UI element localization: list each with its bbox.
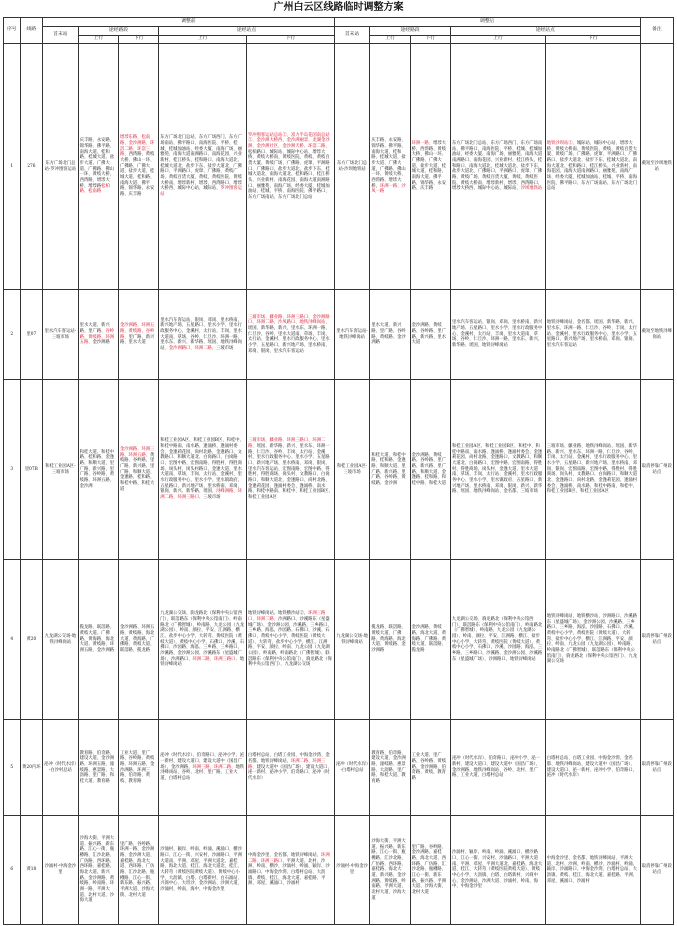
cell-text: 九龙湖公交场、驹龙路北（保利中央公馆西门）、联滘路东（保利中央公馆南门）、岭南路北（广佛智城）、岭南路、九龙公园（九龙湖公园）、岭南、颜拉、平安、江洲路、横江、盐步中心小学、大转弯、黄岐医院（黄岐大道）、黄岐中心小学、石佛口、沙溪、沙园路、海泓、三乡路、三乡路口、沙溪路、金沙洲公园、沙溪路东（星盛城广场）、沙洲路口、地铁浔峰岗站: [451, 616, 543, 662]
cell-text: 里水大道、新兴路、里广路、: [79, 323, 110, 334]
row-number-cell: 3: [4, 380, 21, 560]
header-after-stop-up: 上行: [450, 35, 545, 44]
adjusted-text: 松柏路、松南路: [79, 183, 110, 195]
cell-text: 地铁浔峰岗站、地铁横沙站、沙洲路口、沙溪路东（星盛城广场）、金沙洲公园、沙溪路、三乡路口、三乡路、海泓、沙园路、石佛口、沙溪、黄岐中心小学、黄岐医院（黄岐大道）、大转弯、盐步中心小学、横江、江洲路、平安、颜拉、岭南、九龙公园（九龙湖公园）、岭南路、岭南路北（广佛智城）、联滘路东（保利中央公馆南门）、驹龙路北（保利中央公馆西门）、九龙湖公交场: [546, 614, 638, 665]
cell-text: 松柏路口、城际站、城际中心站、增埗大桥、黄岐大桥南、黄岐医院、黄岐、黄岐百货大厦、黄岐广场、广佛路、虎窜、平洲路口、广佛路口、盐步大道北、盐步下东、桂城大道北、南海大道北、桂和路口、桂江桥头、兴业新村、南海花园、南海大道南洲路口、丽雅苑、南海广场、经委大厦、桂城加油站、桂城、平桥、南海医院、佛平路口、东方广场南站、东方广场北门总站: [247, 149, 330, 200]
adjusted-text: 环洲二路、环洲三路、: [247, 759, 326, 770]
cell-text: 东方广场北门总站、东方广场西门、东方广场南站、佛平路口、南海医院、平桥、桂城、桂城加油站、经委大厦、南海广场、丽雅苑、南海大道南洲路口、南海花园、兴业新村、桂江桥头、桂和路口、南海大道北、桂城大道北、盐步下东、盐步大道北、广佛路口、平洲路口、虎窜、广佛路、黄岐广场、黄岐百货大厦、黄岐、黄岐医院、黄岐大桥南、增埗新村、增埗、西湾路口、增埗大桥西、城际中心站、城际站、: [160, 135, 242, 192]
after-route-up-cell: [370, 44, 410, 290]
cell-text: 里广路、新兴路、里水大道: [119, 334, 155, 346]
cell-text: 三坡市场、藤业路、地铁浔峰岗站、瑶国、新华路、新兴、里水东、环洲一路、仁旦沙、谷岭、丰岗、太行站、金溪村、里水行政服务中心、里水小学、五星路口、新兴地产场、里水桥南、邓岗、银岗、宏图南路、宏图中路、得胜村、得胜商场、岗头村、文教路口、白岗路口、和顺大道北、金逢路口、尚村北路、金逢莉花园、逢涌村委会、逢涌桥、南水路、和桂中路南、和桂中、和桂工业园B区、和桂工业园A区: [546, 444, 638, 495]
after-terminal-cell: 东方广场北门总站-沙坝地铁站: [334, 44, 370, 290]
adjusted-text: 罗冲围客运站总站②、富力半岛花园南总站②、: [247, 132, 330, 144]
cell-text: 里水汽车客运站、银岗、邓岗、里水桥南、新兴地产场、五星路口、里水小学、里水行政服务中心、金溪村、太行站、丰岗、里水大道南、草场、谷岭、仁旦沙、环洲一路、里水东、新兴、新华路、瑶国、地铁浔峰岗站、: [160, 317, 242, 351]
before-stops-up-cell: [159, 290, 247, 380]
cell-text: 沙洲路口、沙溪路东（星盛城广场）、金沙洲公园、沙溪路、三乡路口、三乡路、海泓、沙园路、石佛口、沙溪、石佛口、黄岐中心小学、黄岐医院（黄岐大道）、大转弯、盐步中心小学、横江、江洲路、平安、颜拉、岭南、九龙公园（九龙湖公园）、岭南路、岭南路北（广佛智城）、联滘路东（保利中央公馆南门）、驹龙路北（保利中央公馆西门）、九龙湖公交场: [247, 616, 332, 668]
cell-text: 地铁浔峰岗站、谷岭、北村、里广路、工业大道、白塔村总站: [160, 764, 245, 782]
adjusted-text: 浔峰洲路、环洲二路、环洲三路口、: [160, 489, 242, 501]
header-before-stop-down: 下行: [246, 35, 334, 44]
before-terminal-cell: 和桂工业园A区-三坡市场: [43, 380, 79, 560]
before-stops-down-cell: [246, 290, 334, 380]
cell-text: 和桂大道、和桂中路、桂和路、金逢路、和顺大道、里广路、新兴路、里广路、谷岭路、黄岐路、金沙洲: [371, 452, 406, 486]
cell-text: 金沙洲: [79, 483, 93, 489]
cell-text: 中海金沙里、金名都、地铁浔峰岗站、: [247, 853, 322, 859]
remark-cell: 截短至沙坝地铁站: [640, 44, 673, 290]
cell-text: 和桂工业园A区、和桂工业园B区、和桂中、和桂中路南、南水路、逢涌桥、逢涌村委会、金逢莉花园、尚村北路、金逢路口、文教路口、和顺大道北、白岗路口、宏图中路、宏图南路、得胜村、得胜商场、岗头村、金逢大道、里水大道南、草场、丰岗、太行站、金溪村、里水行政服务中心、里水小学、里水镇政府、五星路口、新兴地产场、里水桥南、邓岗、银岗、新兴、新华路、瑶国、地铁浔峰岗站、金名都、三坡市场: [451, 444, 543, 495]
after-stops-up-cell: [450, 560, 545, 720]
adjusted-text: 环洲三路口、环洲二路、: [247, 611, 326, 622]
adjusted-text: 环洲三路、环洲二路、: [192, 764, 236, 770]
before-terminal-cell: 九龙湖公交场-地铁浔峰岗站: [43, 560, 79, 720]
adjusted-text: 谷岭路、黄岐路、环洲五路、: [79, 328, 115, 346]
cell-text: 东方广场北门总站、东方广场西门、东方广场南站、佛平路口、南海医院、平桥、桂城、桂城加油站、经委大厦、南海广场、丽雅苑、南海大道南洲路口、南海花园、兴业新村、桂江桥头、桂和路口、南海大道北、桂城大道北、盐步下东、盐步大道北、广佛路口、平洲路口、虎窜、广佛路、黄岐广场、黄岐百货大厦、黄岐、黄岐医院、黄岐大桥南、增埗新村、增埗、西湾路口、增埗大桥西、城际中心站、城际站、: [451, 141, 543, 192]
remark-cell: 取消停靠广州段站点: [640, 380, 673, 560]
before-route-down-cell: [118, 720, 158, 816]
cell-text: 庆丰路、永安路、锦华路、佛平路、南海大道、桂和路、桂城大道、盐步大道、广佛大道、广佛路、佛山一环、黄岐大桥、西湾路、增埗大桥、增埗路: [79, 138, 115, 189]
before-route-up-cell: [78, 290, 118, 380]
after-route-up-cell: [370, 290, 410, 380]
adjusted-text: 环洲一路、沙凤一路: [371, 183, 406, 195]
line-name-cell: 里07: [20, 290, 43, 380]
after-stops-down-cell: [545, 380, 640, 560]
cell-text: 金沙洲路: [92, 340, 110, 346]
remark-cell: 取消停靠广州段站点: [640, 816, 673, 925]
after-terminal-cell: 泌冲（时代水岸）-白塔村总站: [334, 720, 370, 816]
after-stops-up-cell: [450, 380, 545, 560]
adjusted-text: 金沙洲路、环洲三路、环洲五路、: [119, 446, 155, 458]
cell-text: 庆丰路、永安路、锦华路、佛平路、南海大道、桂和路、桂城大道、盐步大道、广佛大道、广佛路、佛山一环、黄岐大桥、西湾路、增埗大桥、: [371, 138, 406, 189]
before-route-down-cell: [118, 380, 158, 560]
cell-text: 揽龙路、联滘路、黄岐大道、广佛路、黄海路、海北大道、黄岐路、环洲五路、金沙洲路: [79, 625, 115, 654]
before-stops-up-cell: [159, 560, 247, 720]
cell-text: 工业大道、里广路、谷岭路、黄岐路、金沙洲路、伯奇路、黄岐、教育路: [411, 753, 447, 782]
cell-text: 教育路、伯奇路、建设大道、金沙洲路、潼岐路、惠景路、大沥路、里广路、和桂大道、教育路: [371, 750, 406, 784]
cell-text: 沙涌村、颖岸、岭南、岭涌、溪涌口、横沙路口、江心一街、兴安村、沙涌路口、平洲大道南、平洲、邓屋、平洲大道北、嘉桂路、海北大道、桂江、大转弯（黄岐医院黄岐大道）、黄岐中心小学、大沥镇、白塔、白塔新村、兴商中心、金沙洲站、沙洲大道、沙涌村、岭南、海中、中海金沙里: [451, 850, 543, 890]
header-before-route-seg: 途经路段: [78, 27, 159, 36]
cell-text: 建设大道中（国昌广场）、建设大道口、泌一新村、泌冲小学、伯奇路口、泌冲（时代水岸）: [247, 764, 332, 782]
cell-text: 和桂大道、和桂中路、桂和路、金逢路、和顺大道、里广路、新兴路、里广路、谷岭路、黄岐路、环洲五路、: [79, 449, 115, 484]
cell-text: 金沙洲路、黄岐路、谷岭路、里广路、新兴路、里广路、和顺大道、金逢路、桂和路、和桂中路、和桂大道: [411, 452, 447, 486]
cell-text: 西湾路、黄岐大桥、佛山一环、广佛路、广佛大道、盐步大道、桂城大道、桂和路、南海大道、佛平路、锦华路、永安路、庆丰路: [119, 152, 155, 198]
table-row: [4, 816, 674, 925]
table-row: [4, 44, 674, 290]
after-stops-up-cell: [450, 290, 545, 380]
before-route-down-cell: [118, 290, 158, 380]
after-stops-down-cell: [545, 44, 640, 290]
header-after-seg-down: 下行: [410, 35, 450, 44]
line-name-cell: 276: [20, 44, 43, 290]
cell-text: 地铁浔峰岗站: [160, 656, 245, 668]
after-terminal-cell: 沙涌村-中海金沙里: [334, 816, 370, 925]
cell-text: 三坡市场: [203, 495, 221, 501]
page-title: 广州白云区线路临时调整方案: [273, 2, 404, 13]
before-route-down-cell: [118, 560, 158, 720]
table-body: [4, 44, 674, 925]
before-stops-down-cell: [246, 44, 334, 290]
cell-text: 金沙洲路、黄岐路、海北大道、黄海路、广佛路、黄岐大道、联滘路、揽龙路: [411, 625, 447, 654]
cell-text: 白塔村总站、白塔工业园、中海金沙湾、金名都、地铁浔峰岗站、: [247, 753, 330, 765]
cell-text: 工业大道、里广路、谷岭路、黄岐路、环洲五路、金沙洲路、环洲三路、伯奇路、黄岐、教育路: [119, 750, 155, 784]
before-stops-down-cell: [246, 720, 334, 816]
before-terminal-cell: 里水汽车客运站-三坡市场: [43, 290, 79, 380]
after-terminal-cell: 里水汽车客运站-地铁浔峰岗站: [334, 290, 370, 380]
adjusted-text: 环洲二路、环洲三路口、: [192, 656, 240, 662]
after-route-down-cell: [410, 290, 450, 380]
header-before-stop-up: 上行: [159, 35, 247, 44]
header-after-stops: 途经站点: [450, 27, 640, 36]
cell-text: 平洲大道、北村、沙洲、岭南、横沙、沙涌村、岭涌、颖岸、沙涌路口、中海金沙湾、白塔村总站、大沥镇、黄岐、桂江、海北大道、嘉桂路、平洲、邓屋、溪涌口、沙涌村: [247, 858, 330, 887]
cell-text: 地铁浔峰岗站、地铁横沙站②、: [247, 611, 309, 617]
adjusted-text: 罗冲围客运站: [160, 186, 242, 198]
header-before-terminal: 首末站: [43, 27, 79, 44]
after-route-down-cell: [410, 560, 450, 720]
header-before-seg-down: 下行: [118, 35, 158, 44]
adjusted-text: 地铁沙坝站②、: [546, 141, 577, 146]
after-stops-down-cell: [545, 720, 640, 816]
before-stops-up-cell: [159, 380, 247, 560]
after-route-up-cell: [370, 816, 410, 925]
line-name-cell: 里07B: [20, 380, 43, 560]
header-before-stops: 途经站点: [159, 27, 335, 36]
adjusted-text: 环洲二路、环洲三路口、: [247, 853, 330, 864]
before-stops-up-cell: [159, 44, 247, 290]
adjusted-text: 金沙洲路、环洲五路、黄岐路、谷岭路、: [119, 323, 155, 340]
before-terminal-cell: 东方广场北门总站-罗冲围客运站: [43, 44, 79, 290]
row-number-cell: 1: [4, 44, 21, 290]
cell-text: 城际站、城际中心站、增埗大桥、黄岐大桥南、黄岐医院、黄岐、黄岐百货大厦、黄岐广场、广佛路、虎窜、平洲路口、广佛路口、盐步大道北、盐步下东、桂城大道北、南海大道北、桂和路口、桂江桥头、兴业新村、南海花园、南海大道南洲路口、丽雅苑、南海广场、经委大厦、桂城加油站、桂城、平桥、南海医院、佛平路口、东方广场南站、东方广场北门总站: [546, 141, 638, 192]
before-terminal-cell: 泌冲（时代水岸）-白沙村总站: [43, 720, 79, 816]
cell-text: 地铁浔峰岗站、金名都、瑶国、新华路、新兴、里水东、环洲一路、仁旦沙、谷岭、丰岗、太行站、金溪村、里水行政服务中心、里水小学、五星路口、新兴地产场、里水桥南、邓岗、银岗、里水汽车客运站: [546, 320, 638, 349]
cell-text: 泌冲（时代水岸）、伯奇路口、泌冲小学、泌一新村、建设大道口、建设大道中（国昌广场）、金沙洲路、: [160, 753, 245, 770]
header-after: 调整后: [334, 18, 640, 27]
after-route-down-cell: [410, 720, 450, 816]
header-after-stop-down: 下行: [545, 35, 640, 44]
header-line: 线路: [20, 18, 43, 44]
table-row: [4, 720, 674, 816]
cell-text: 泌冲（时代水岸）、伯奇路口、泌冲小学、泌一新村、建设大道口、建设大道中（国昌广场）、金沙洲路、地铁浔峰岗站、谷岭、北村、里广路、工业大道、白塔村总站: [451, 756, 541, 779]
cell-text: 瑶国、新华路、新兴、里水东、环洲一路、仁旦沙、谷岭、里水大道南、草场、丰岗、太行站、金溪村、里水行政服务中心、里水小学、五星路口、新兴地产场、里水桥南、邓岗、银岗、里水汽车客运站: [247, 326, 330, 354]
before-route-up-cell: [78, 816, 118, 925]
header-remark: 备注: [640, 18, 673, 44]
row-number-cell: 4: [4, 560, 21, 720]
adjusted-text: 沙坝地铁站: [520, 186, 543, 192]
before-terminal-cell: 沙涌村-中海金沙里: [43, 816, 79, 925]
after-stops-up-cell: [450, 44, 545, 290]
after-route-down-cell: [410, 380, 450, 560]
adjusted-text: 金沙洲大桥西、金沙洲丽景、龙湖金沙洲、金沙洲社区、金沙洲天桥、环滘二路、: [247, 138, 330, 149]
table-row: [4, 380, 674, 560]
after-route-up-cell: [370, 560, 410, 720]
cell-text: 揽龙路、联滘路、黄岐大道、广佛路、黄海路、海北大道、黄岐路、金沙洲路: [371, 625, 406, 654]
before-stops-down-cell: [246, 560, 334, 720]
adjusted-text: 增埗东路、松南路、: [119, 135, 151, 146]
remark-cell: 取消停靠广州段站点: [640, 720, 673, 816]
row-number-cell: 6: [4, 816, 21, 925]
adjusted-text: 三坡市场、藤业路、环洲三路口、: [247, 314, 313, 320]
cell-text: 里水大道、新兴路、里广路、谷岭路、黄岐路、金沙洲路: [371, 323, 406, 346]
cell-text: 沙海大街、平洲大道、振兴路、新东路、江心一街、瓶樽路、汇沙北路、广仿路、西环路、嘉桂路、海北大道、新兴路、金沙洲路、黄岐路、岭南路、平洲大道、北村大道、沙海大道: [371, 838, 406, 901]
after-stops-down-cell: [545, 290, 640, 380]
cell-text: 里广路、谷岭路、环洲一路、金沙洲路、金沙洲大道、嘉桂路、海北大道、西环路、广仿路、汇沙北路、瓶樽路、江心一街、新东路、振兴路、平洲大道、沙海大街、北村大道: [119, 841, 155, 898]
after-route-up-cell: [370, 380, 410, 560]
cell-text: 里水汽车客运站、银岗、邓岗、里水桥南、新兴地产场、五星路口、里水小学、里水行政服务中心、金溪村、太行站、丰岗、里水大道南、草场、谷岭、仁旦沙、环洲一路、里水东、新兴、新华路、瑶国、地铁浔峰岗站: [451, 320, 543, 349]
after-route-down-cell: [410, 816, 450, 925]
before-route-up-cell: [78, 380, 118, 560]
cell-text: 瑶国、新华路、新兴、里水东、环洲一路、仁旦沙、谷岭、丰岗、太行站、金溪村、里水行政服务中心、里水小学、五星路口、新兴地产场、里水桥南、邓岗、银岗、里水汽车客运站、宏图南路、宏图中路、得胜村、得胜商场、岗头村、文教路口、白岗路口、和顺大道北、金逢路口、尚村北路、金逢莉花园、逢涌村委会、逢涌桥、南水路、和桂中路南、和桂中、和桂工业园B区、和桂工业园A区: [247, 444, 333, 501]
cell-text: 沙涌村、颖岸、岭南、岭涌、溪涌口、横沙路口、江心一街、兴安村、沙涌路口、平洲大道南、平洲、邓屋、平洲大道北、嘉桂路、海北大道、桂江、海北大道北、桂江、大转弯（黄岐医院黄岐大道）、黄岐中心小学、大沥镇、白塔、白塔新村、白石涌站、兴商中心、大坦沙、金沙洲站、沙洲大道、沙涌村、岭南、海中、中海金沙里: [160, 847, 242, 893]
before-route-up-cell: [78, 44, 118, 290]
adjusted-text: 金沙洲路、环滘二路、环滘三路、: [119, 141, 155, 158]
header-after-seg-up: 上行: [370, 35, 410, 44]
table-row: [4, 290, 674, 380]
adjusted-text: 金沙洲路口、环洲二路、沙凤路口、地铁浔峰岗站、: [247, 314, 330, 326]
before-route-up-cell: [78, 560, 118, 720]
after-stops-down-cell: [545, 816, 640, 925]
before-route-down-cell: [118, 816, 158, 925]
cell-text: 金沙洲路、黄岐路、谷岭路、里广路、新兴路、里水大道: [411, 323, 447, 346]
cell-text: 黄岐路、谷岭路、里广路、新兴路、里广路、和顺大道、金逢路、桂和路、和桂中路、和桂大道: [119, 452, 155, 492]
line-name-cell: 黄20内环: [20, 720, 43, 816]
after-stops-down-cell: [545, 560, 640, 720]
before-stops-down-cell: [246, 816, 334, 925]
row-number-cell: 2: [4, 290, 21, 380]
cell-text: 和桂工业园A区、和桂工业园B区、和桂中、和桂中路南、南水路、逢涌桥、逢涌村委会、金逢莉花园、尚村北路、金逢路口、文教路口、和顺大道北、白岗路口、白岗路口、宏图中路、宏图南路、得胜村、得胜商场、岗头村、岗头村路口、金逢大道、里水大道南、草场、丰岗、太行站、金溪村、里水行政服务中心、里水小学、里水镇政府、五星路口、新兴地产场、里水桥南、邓岗、银岗、新兴、新华路、瑶国、: [160, 438, 244, 495]
before-stops-down-cell: [246, 380, 334, 560]
after-route-down-cell: [410, 44, 450, 290]
remark-cell: 截短至地铁浔峰岗站: [640, 290, 673, 380]
after-terminal-cell: 和桂工业园A区-三坡市场: [334, 380, 370, 560]
header-after-terminal: 首末站: [334, 27, 370, 44]
cell-text: 增埗大桥、西湾路、黄岐大桥、佛山一环、广佛路、广佛大道、盐步大道、桂城大道、桂和路、南海大道、佛平路、锦华路、永安路、庆丰路: [411, 141, 447, 192]
cell-text: 教育路、伯奇路、建设大道、金沙洲路、环洲五路、潼岐路、惠景路、大沥路、里广路、和桂大道、教育路: [79, 750, 115, 784]
line-name-cell: 黄18: [20, 816, 43, 925]
after-terminal-cell: 九龙湖公交场-地铁浔峰岗站: [334, 560, 370, 720]
adjusted-text: 金沙洲路口、环洲二路、: [168, 345, 217, 351]
header-before: 调整前: [43, 18, 335, 27]
adjusted-text: 三坡市场、藤业路、环洲三路口、环洲二路、: [247, 438, 326, 449]
adjusted-text: 环洲一路、: [411, 141, 434, 146]
before-stops-up-cell: [159, 816, 247, 925]
line-name-cell: 黄20: [20, 560, 43, 720]
before-route-down-cell: [118, 44, 158, 290]
route-adjustment-table: [3, 17, 674, 925]
header-before-seg-up: 上行: [78, 35, 118, 44]
cell-text: 三坡市场: [216, 345, 234, 351]
cell-text: 金沙洲路、环洲五路、黄岐路、海北大道、黄海路、广佛路、黄岐大道、联滘路、揽龙路: [119, 625, 155, 654]
after-stops-up-cell: [450, 720, 545, 816]
before-stops-up-cell: [159, 720, 247, 816]
row-number-cell: 5: [4, 720, 21, 816]
after-stops-up-cell: [450, 816, 545, 925]
cell-text: 沙海大街、平洲大道、振兴路、新东路、江心一街、瓶樽路、汇沙北路、广仿路、西环路、西环路、嘉桂路、海北大道、新兴路、金沙洲路、黄岐路、岭南路、环洲一路、平洲大道、北村大道、沙海大道: [79, 836, 115, 904]
cell-text: 中海金沙里、金名都、地铁浔峰岗站、平洲大道、北村、沙洲、岭南、横沙、沙涌村、岭涌、颖岸、沙涌路口、中海金沙湾、白塔村总站、大沥镇、黄岐、桂江、海北大道、嘉桂路、平洲、邓屋、溪涌口、沙涌村: [546, 855, 638, 884]
cell-text: 里广路、谷岭路、金沙洲路、嘉桂路、海北大道、西环路、广仿路、汇沙北路、瓶樽路、江心一街、新东路、振兴路、平洲大道、沙海大街、北村大道: [411, 844, 447, 895]
table-row: [4, 560, 674, 720]
cell-text: 白塔村总站、白塔工业园、中海金沙湾、金名都、地铁浔峰岗站、建设大道中（国昌广场）、建设大道口、泌一新村、泌冲小学、伯奇路口、泌冲（时代水岸）: [546, 756, 638, 779]
after-route-up-cell: [370, 720, 410, 816]
remark-cell: 取消停靠广州段站点: [640, 560, 673, 720]
before-route-up-cell: [78, 720, 118, 816]
cell-text: 九龙湖公交场、驹龙路北（保利中央公馆西门）、联滘路东（保利中央公馆南门）、岭南路北（广佛智城）、岭南路、九龙公园（九龙湖公园）、岭南、颜拉、平安、江洲路、横江、盐步中心小学、大转弯、黄岐医院（黄岐大道）、黄岐中心小学、石佛口、沙溪、石佛口、沙园路、海泓、三乡路、三乡路口、沙溪路、金沙洲公园、沙溪路东（星盛城广场）、沙洲路口、: [160, 611, 245, 662]
header-after-route-seg: 途经路段: [370, 27, 451, 36]
header-no: 序号: [4, 18, 21, 44]
